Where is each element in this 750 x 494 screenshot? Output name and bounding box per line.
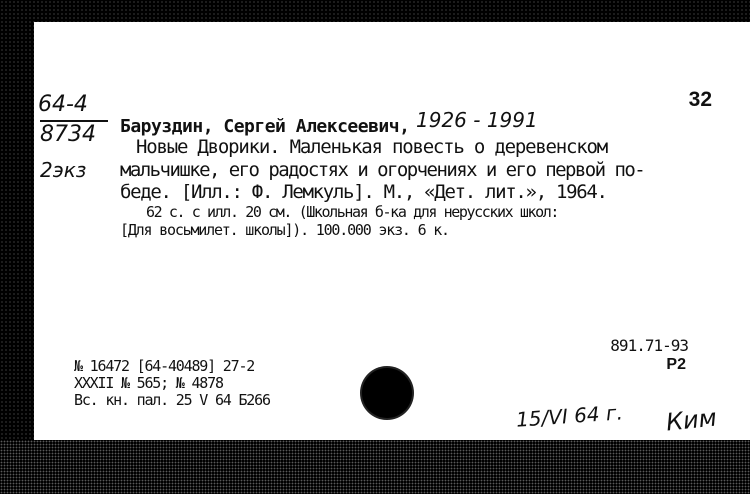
handwritten-date: 15/VI 64 г. — [515, 400, 624, 432]
title-line-1: Новые Дворики. Маленькая повесть о деревенском — [136, 136, 607, 158]
card-number: 32 — [688, 88, 712, 111]
registration-line-1: № 16472 [64-40489] 27-2 — [74, 357, 255, 375]
classification-code: 891.71-93 — [610, 336, 688, 355]
title-line-3: беде. [Илл.: Ф. Лемкуль]. М., «Дет. лит.», 1964. — [120, 181, 607, 203]
copies-note: 2экз — [40, 158, 87, 182]
author-name: Баруздин, Сергей Алексеевич, — [120, 116, 410, 137]
physical-description-line-1: 62 с. с илл. 20 см. (Школьная б-ка для нерусских школ: — [146, 203, 559, 221]
registration-line-3: Вс. кн. пал. 25 V 64 Б266 — [74, 391, 270, 409]
card-punch-hole — [362, 368, 412, 418]
scan-bottom-band — [0, 440, 750, 494]
call-number-top: 64-4 — [38, 92, 88, 117]
librarian-signature: Ким — [664, 403, 719, 437]
call-number-bottom: 8734 — [40, 122, 96, 147]
physical-description-line-2: [Для восьмилет. школы]). 100.000 экз. 6 к. — [120, 221, 449, 239]
title-line-2: мальчишке, его радостях и огорчениях и его первой по- — [120, 159, 645, 181]
author-life-years: 1926 - 1991 — [416, 108, 538, 132]
registration-line-2: XXXII № 565; № 4878 — [74, 374, 223, 392]
classification-mark: Р2 — [666, 356, 686, 373]
